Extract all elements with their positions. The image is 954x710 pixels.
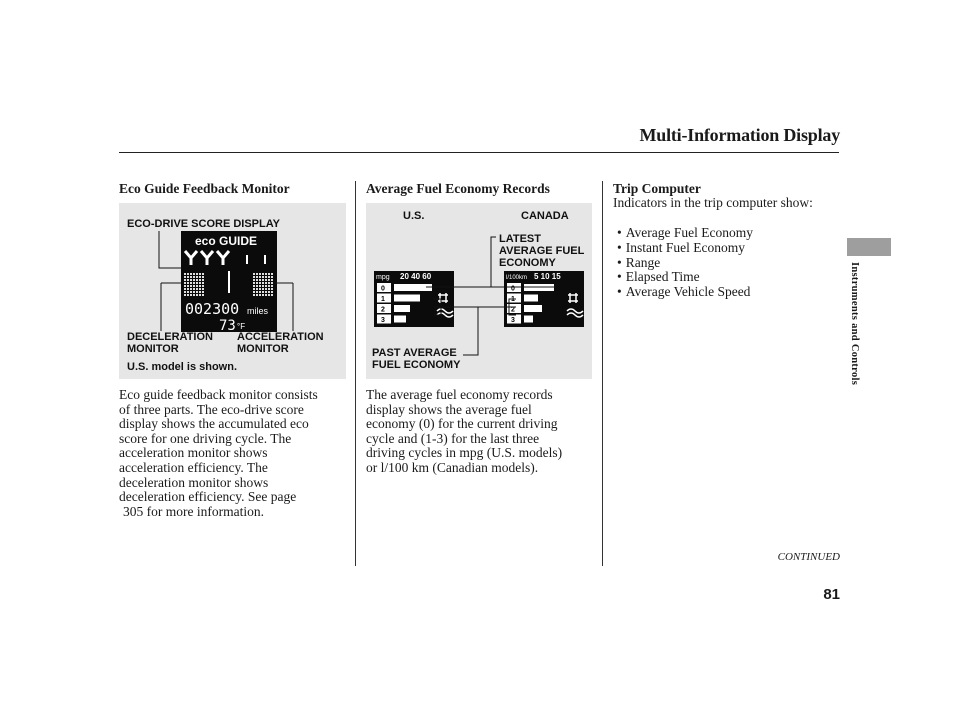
odometer-readout: 002300 [185, 300, 240, 318]
trip-computer-intro: Indicators in the trip computer show: [613, 195, 813, 210]
svg-text:5 10 15: 5 10 15 [534, 272, 561, 281]
svg-text:2: 2 [381, 306, 385, 314]
list-item: • Average Vehicle Speed [617, 285, 753, 300]
section-tab [847, 238, 891, 256]
deceleration-monitor-label: DECELERATION MONITOR [127, 331, 213, 355]
svg-text:mpg: mpg [376, 274, 390, 281]
svg-text:3: 3 [381, 317, 385, 324]
list-item: • Instant Fuel Economy [617, 241, 753, 256]
list-item: • Average Fuel Economy [617, 226, 753, 241]
svg-text:0: 0 [511, 285, 515, 293]
past-fuel-economy-label: PAST AVERAGE FUEL ECONOMY [372, 347, 461, 371]
eco-guide-paragraph: Eco guide feedback monitor consists of three parts. The eco-drive score display shows the accumulated eco score for one driving cycle. The acceleration monitor shows acceleration efficiency. The deceleration monitor shows deceleration efficiency. See page 305 for more information. [119, 387, 318, 519]
list-item: • Elapsed Time [617, 270, 753, 285]
svg-text:0: 0 [381, 285, 385, 293]
svg-text:3: 3 [511, 317, 515, 324]
header-rule [119, 152, 839, 153]
figure-caption: U.S. model is shown. [127, 361, 238, 373]
list-item: • Range [617, 256, 753, 271]
continued-label: CONTINUED [777, 551, 840, 563]
svg-text:1: 1 [381, 296, 385, 303]
page-title: Multi-Information Display [639, 125, 840, 145]
svg-text:l/100km: l/100km [506, 275, 528, 281]
odometer-unit: miles [247, 306, 269, 316]
acceleration-monitor-label: ACCELERATION MONITOR [237, 331, 324, 355]
screen-title: eco GUIDE [195, 234, 258, 248]
svg-text:2: 2 [511, 306, 515, 314]
page-number: 81 [823, 586, 840, 603]
fuel-economy-paragraph: The average fuel economy records display shows the average fuel economy (0) for the current driving cycle and (1-3) for the last three driving cycles in mpg (U.S. models) or l/100 km (Canadian models). [366, 387, 563, 475]
temperature-readout: 73 [219, 318, 236, 332]
latest-fuel-economy-label: LATEST AVERAGE FUEL ECONOMY [499, 233, 585, 269]
canada-label: CANADA [521, 210, 569, 222]
column-divider [602, 181, 603, 566]
trip-computer-heading: Trip Computer [613, 181, 701, 196]
us-label: U.S. [403, 210, 425, 222]
column-divider [355, 181, 356, 566]
eco-guide-heading: Eco Guide Feedback Monitor [119, 181, 290, 196]
eco-drive-score-label: ECO-DRIVE SCORE DISPLAY [127, 218, 281, 230]
fuel-economy-heading: Average Fuel Economy Records [366, 181, 550, 196]
temperature-unit: °F [237, 322, 246, 331]
fuel-economy-figure [366, 203, 592, 379]
svg-text:20 40 60: 20 40 60 [400, 272, 432, 281]
svg-text:1: 1 [511, 296, 515, 303]
trip-computer-list [617, 226, 753, 300]
eco-guide-figure [119, 203, 346, 379]
section-side-label: Instruments and Controls [849, 262, 860, 386]
